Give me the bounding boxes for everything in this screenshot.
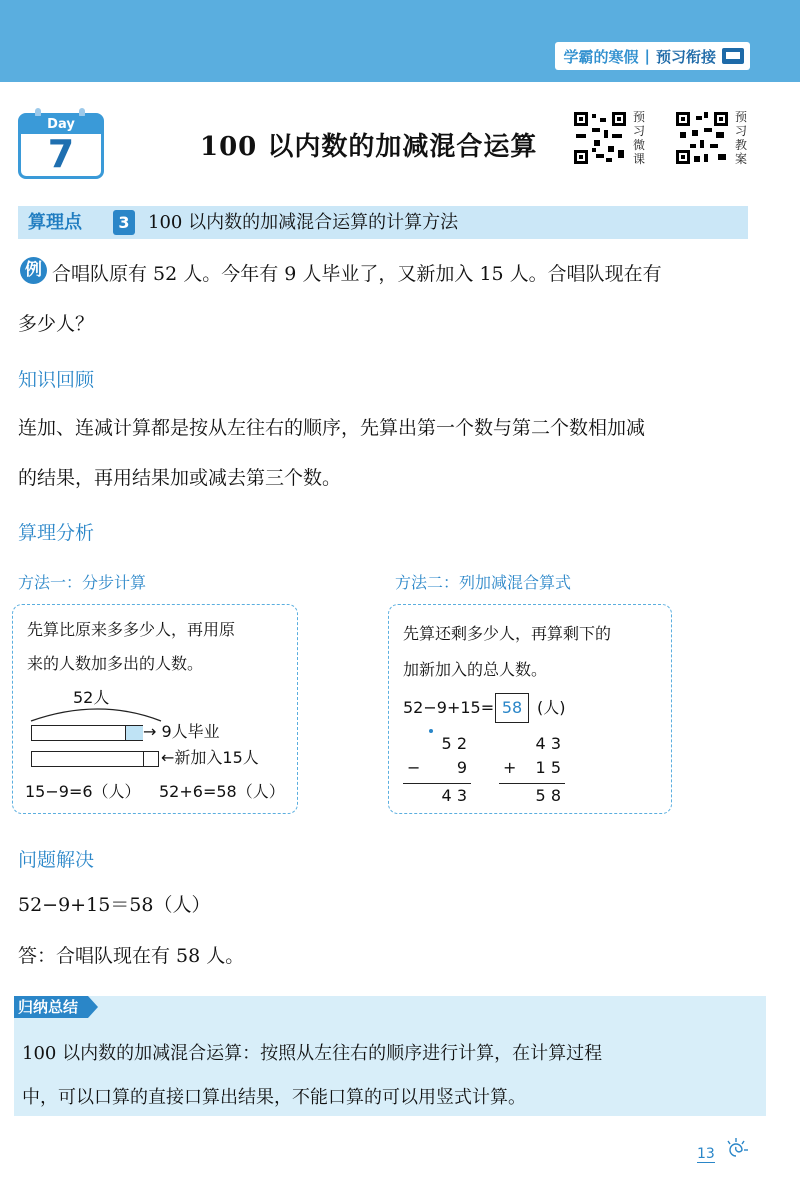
qr-label-char: 微: [632, 138, 645, 152]
method-1-equation-2: 52+6=58（人）: [159, 782, 285, 801]
sub-result: 4 3: [441, 786, 467, 805]
brand-label: [555, 42, 750, 70]
example-badge: 例: [20, 257, 47, 284]
add-line: [499, 783, 565, 784]
section-tag: 算理点: [28, 212, 82, 233]
qr-label-preview-lesson: [632, 110, 646, 166]
qr-code-icon: [674, 110, 730, 166]
brand-separator: |: [644, 47, 650, 65]
sun-swirl-icon: [722, 1136, 750, 1164]
analysis-heading: 算理分析: [18, 522, 95, 544]
summary-line-2: 中，可以口算的直接口算出结果，不能口算的可以用竖式计算。: [22, 1087, 526, 1108]
qr-label-char: 习: [734, 124, 747, 138]
diagram-new-segment: [143, 752, 158, 766]
method-1-text-1: 先算比原来多多少人，再用原: [27, 620, 236, 639]
solve-heading: 问题解决: [18, 849, 95, 871]
diagram-graduated-label: → 9人毕业: [143, 722, 220, 741]
qr-label-char: 教: [734, 138, 747, 152]
method-2-text-2: 加新加入的总人数。: [403, 660, 548, 679]
page-title: 100 以内数的加减混合运算: [200, 132, 538, 162]
brand-right: 预习衔接: [655, 47, 716, 66]
method-2-box: [388, 604, 672, 814]
day-badge: [18, 113, 104, 179]
review-heading: 知识回顾: [18, 369, 95, 391]
day-label: Day: [21, 116, 101, 134]
sub-operator: −: [407, 758, 421, 777]
sub-line: [403, 783, 471, 784]
qr-label-char: 习: [632, 124, 645, 138]
method-1-equation-1: 15−9=6（人）: [25, 782, 141, 801]
example-line-2: 多少人？: [18, 313, 95, 335]
summary-line-1: 100 以内数的加减混合运算：按照从左往右的顺序进行计算，在计算过程: [22, 1043, 603, 1064]
diagram-new-bar: [31, 751, 159, 767]
section-number: 3: [113, 210, 135, 235]
qr-code-preview-lesson[interactable]: [572, 110, 628, 166]
method-1-label: 方法一：分步计算: [18, 573, 147, 592]
diagram-total-label: 52人: [73, 688, 110, 707]
add-operator: +: [503, 758, 517, 777]
brand-left: 学霸的寒假: [563, 47, 639, 66]
diagram-brace-icon: [29, 703, 169, 723]
solve-answer: 答：合唱队现在有 58 人。: [18, 945, 245, 967]
summary-tag: 归纳总结: [14, 996, 88, 1018]
qr-label-char: 预: [632, 110, 645, 124]
qr-label-char: 案: [734, 152, 747, 166]
diagram-new-label: ←新加入15人: [161, 748, 259, 767]
page-number: 13: [697, 1146, 715, 1162]
section-title: 100 以内数的加减混合运算的计算方法: [148, 212, 459, 233]
solve-equation: 52−9+15＝58（人）: [18, 894, 211, 916]
method-1-text-2: 来的人数加多出的人数。: [27, 654, 204, 673]
review-line-2: 的结果，再用结果加或减去第三个数。: [18, 467, 342, 489]
day-number: 7: [47, 132, 75, 176]
method-1-box: [12, 604, 298, 814]
sub-bottom: 9: [456, 758, 467, 777]
add-top: 4 3: [535, 734, 561, 753]
method-2-unit: (人): [537, 698, 566, 717]
qr-code-preview-plan[interactable]: [674, 110, 730, 166]
method-2-answer-box: 58: [495, 693, 529, 723]
qr-code-icon: [572, 110, 628, 166]
add-result: 5 8: [535, 786, 561, 805]
qr-label-char: 课: [632, 152, 645, 166]
method-2-text-1: 先算还剩多少人，再算剩下的: [403, 624, 612, 643]
qr-label-preview-plan: [734, 110, 748, 166]
method-2-label: 方法二：列加减混合算式: [395, 573, 572, 592]
add-bottom: 1 5: [535, 758, 561, 777]
diagram-graduated-segment: [125, 726, 143, 740]
qr-label-char: 预: [734, 110, 747, 124]
laptop-icon: [722, 48, 744, 64]
sub-top: 5 2: [441, 734, 467, 753]
example-line-1: 合唱队原有 52 人。今年有 9 人毕业了，又新加入 15 人。合唱队现在有: [52, 263, 662, 285]
review-line-1: 连加、连减计算都是按从左往右的顺序，先算出第一个数与第二个数相加减: [18, 417, 646, 439]
method-2-equation: 52−9+15=: [403, 698, 495, 717]
